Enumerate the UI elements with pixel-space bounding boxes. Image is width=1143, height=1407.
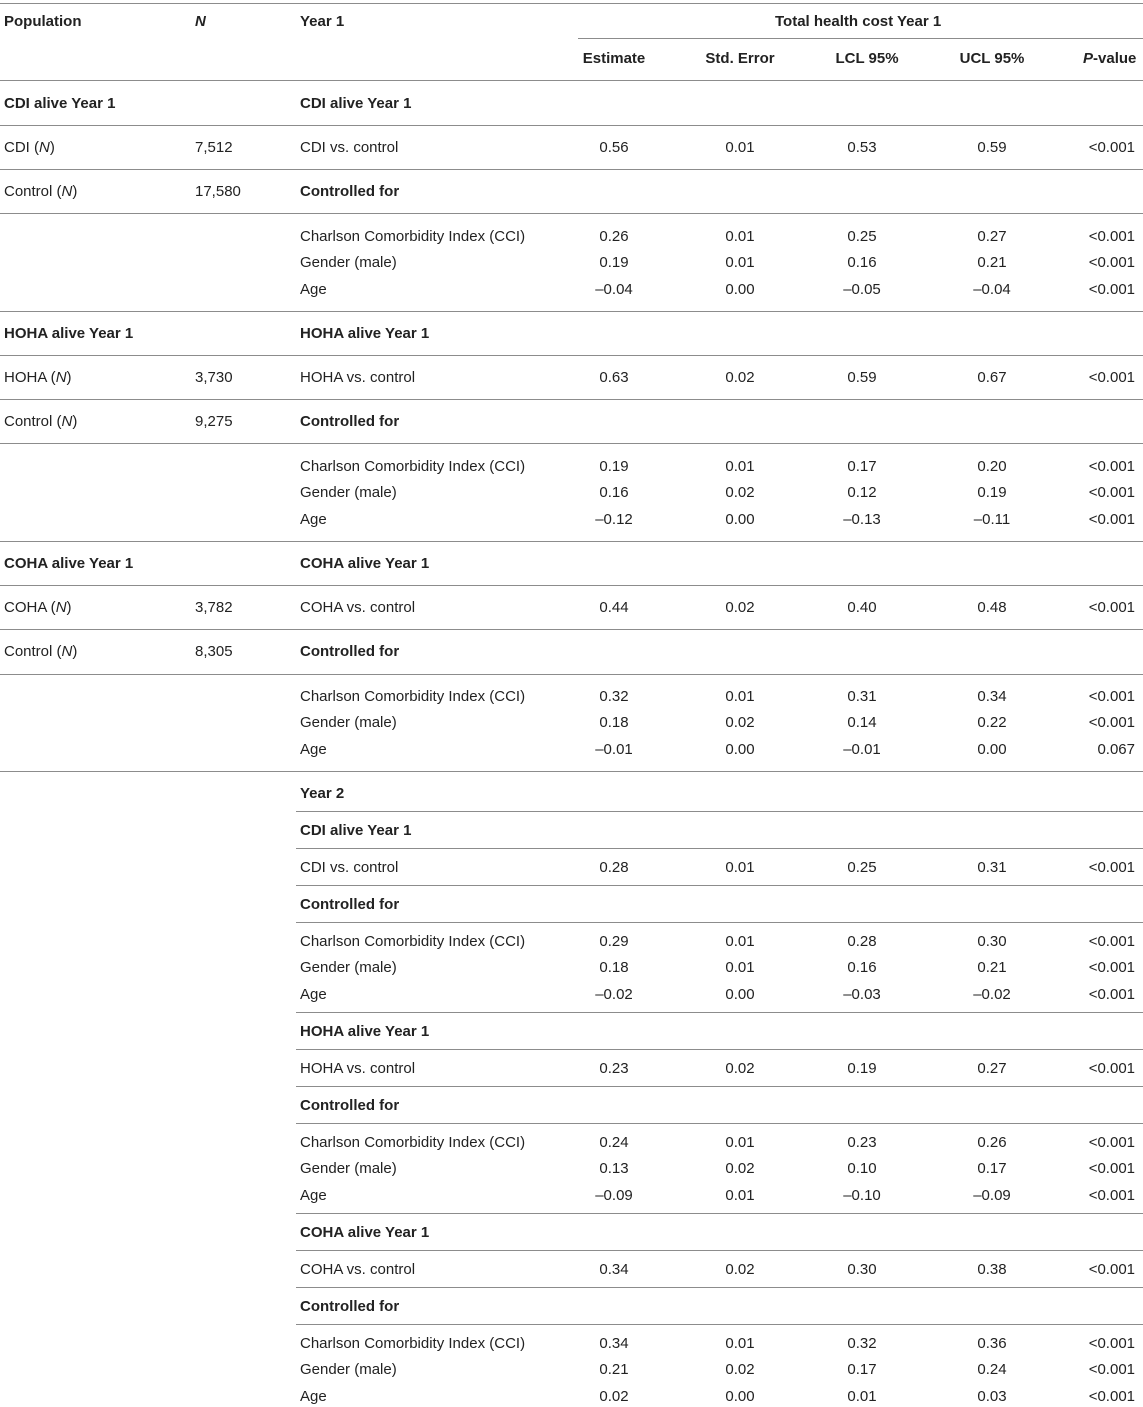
- population-close: ): [72, 183, 78, 200]
- lcl-cell: 0.25: [847, 859, 877, 876]
- model-term: Age: [300, 986, 327, 1003]
- ucl-cell: 0.34: [977, 688, 1007, 705]
- population-text: CDI (: [4, 139, 39, 156]
- ucl-cell: 0.30: [977, 933, 1007, 950]
- ucl-cell: 0.36: [977, 1335, 1007, 1352]
- lcl-cell: –0.10: [843, 1187, 881, 1204]
- header-ucl: UCL 95%: [959, 50, 1025, 67]
- p-value-cell: <0.001: [1088, 1187, 1135, 1204]
- model-term: CDI vs. control: [300, 139, 399, 156]
- row-separator: [296, 1086, 1143, 1087]
- model-term: Age: [300, 281, 327, 298]
- lcl-cell: –0.05: [843, 281, 881, 298]
- std-error-cell: 0.01: [725, 1134, 755, 1151]
- population-n-symbol: N: [61, 643, 73, 660]
- lcl-cell: 0.59: [847, 369, 877, 386]
- std-error-cell: 0.01: [725, 1335, 755, 1352]
- std-error-cell: 0.02: [725, 1160, 755, 1177]
- estimate-cell: –0.12: [595, 511, 633, 528]
- estimate-cell: 0.34: [599, 1335, 629, 1352]
- ucl-cell: 0.20: [977, 458, 1007, 475]
- population-label: [4, 95, 115, 113]
- model-term: HOHA alive Year 1: [300, 325, 430, 342]
- p-value-cell: <0.001: [1088, 228, 1135, 245]
- ucl-cell: 0.26: [977, 1134, 1007, 1151]
- estimate-cell: 0.29: [599, 933, 629, 950]
- std-error-cell: 0.01: [725, 933, 755, 950]
- lcl-cell: 0.40: [847, 599, 877, 616]
- row-separator: [296, 1049, 1143, 1050]
- model-term: Age: [300, 741, 327, 758]
- header-rule: [0, 80, 1143, 81]
- p-value-cell: <0.001: [1088, 139, 1135, 156]
- ucl-cell: 0.67: [977, 369, 1007, 386]
- population-text: Control (: [4, 183, 62, 200]
- p-value-cell: <0.001: [1088, 599, 1135, 616]
- row-separator: [296, 1287, 1143, 1288]
- group-rule: [578, 38, 1143, 39]
- population-n-symbol: N: [39, 139, 50, 156]
- row-separator: [0, 213, 1143, 214]
- model-term: Controlled for: [300, 643, 400, 660]
- population-label: [4, 599, 72, 617]
- population-close: ): [66, 599, 72, 616]
- lcl-cell: –0.13: [843, 511, 881, 528]
- std-error-cell: 0.02: [725, 369, 755, 386]
- lcl-cell: 0.10: [847, 1160, 877, 1177]
- model-term: HOHA vs. control: [300, 1060, 416, 1077]
- population-n-symbol: N: [55, 599, 67, 616]
- population-label: [4, 413, 77, 431]
- population-label: [4, 555, 133, 573]
- ucl-cell: 0.27: [977, 228, 1007, 245]
- p-value-cell: <0.001: [1088, 1388, 1135, 1405]
- p-value-cell: <0.001: [1088, 859, 1135, 876]
- model-term: Gender (male): [300, 959, 397, 976]
- row-separator: [0, 585, 1143, 586]
- population-count: 3,782: [195, 599, 233, 616]
- population-n-symbol: N: [61, 183, 73, 200]
- model-term: Controlled for: [300, 1298, 400, 1315]
- model-term: Charlson Comorbidity Index (CCI): [300, 688, 526, 705]
- std-error-cell: 0.01: [725, 688, 755, 705]
- model-term: Age: [300, 1388, 327, 1405]
- header-population: Population: [4, 13, 82, 30]
- model-term: COHA alive Year 1: [300, 555, 430, 572]
- estimate-cell: 0.63: [599, 369, 629, 386]
- std-error-cell: 0.02: [725, 1060, 755, 1077]
- row-separator: [0, 443, 1143, 444]
- estimate-cell: –0.04: [595, 281, 633, 298]
- population-n-symbol: N: [55, 369, 67, 386]
- population-label: [4, 643, 77, 661]
- population-count: 7,512: [195, 139, 233, 156]
- model-term: COHA vs. control: [300, 1261, 416, 1278]
- header-lcl: LCL 95%: [835, 50, 899, 67]
- population-text: COHA (: [4, 599, 56, 616]
- population-text: HOHA (: [4, 369, 56, 386]
- ucl-cell: 0.27: [977, 1060, 1007, 1077]
- population-close: ): [66, 369, 72, 386]
- p-value-cell: <0.001: [1088, 1134, 1135, 1151]
- std-error-cell: 0.00: [725, 281, 755, 298]
- lcl-cell: –0.03: [843, 986, 881, 1003]
- model-term: CDI alive Year 1: [300, 822, 412, 839]
- model-term: Controlled for: [300, 1097, 400, 1114]
- model-term: Charlson Comorbidity Index (CCI): [300, 1335, 526, 1352]
- std-error-cell: 0.02: [725, 599, 755, 616]
- model-term: Year 2: [300, 785, 345, 802]
- ucl-cell: –0.11: [973, 511, 1011, 528]
- lcl-cell: –0.01: [843, 741, 881, 758]
- lcl-cell: 0.28: [847, 933, 877, 950]
- top-rule: [0, 3, 1143, 4]
- p-value-cell: 0.067: [1097, 741, 1135, 758]
- estimate-cell: 0.28: [599, 859, 629, 876]
- row-separator: [296, 1123, 1143, 1124]
- header-year: Year 1: [300, 13, 345, 30]
- ucl-cell: 0.59: [977, 139, 1007, 156]
- ucl-cell: –0.02: [973, 986, 1011, 1003]
- lcl-cell: 0.16: [847, 254, 877, 271]
- std-error-cell: 0.00: [725, 1388, 755, 1405]
- header-p-value: [1083, 50, 1136, 68]
- p-value-cell: <0.001: [1088, 458, 1135, 475]
- std-error-cell: 0.01: [725, 228, 755, 245]
- row-separator: [0, 771, 1143, 772]
- row-separator: [296, 1012, 1143, 1013]
- population-count: 9,275: [195, 413, 233, 430]
- std-error-cell: 0.01: [725, 254, 755, 271]
- std-error-cell: 0.01: [725, 959, 755, 976]
- p-value-cell: <0.001: [1088, 933, 1135, 950]
- estimate-cell: 0.18: [599, 714, 629, 731]
- p-value-cell: <0.001: [1088, 484, 1135, 501]
- ucl-cell: –0.04: [973, 281, 1011, 298]
- ucl-cell: 0.24: [977, 1361, 1007, 1378]
- row-separator: [0, 541, 1143, 542]
- lcl-cell: 0.19: [847, 1060, 877, 1077]
- ucl-cell: 0.31: [977, 859, 1007, 876]
- model-term: Gender (male): [300, 714, 397, 731]
- lcl-cell: 0.12: [847, 484, 877, 501]
- std-error-cell: 0.01: [725, 139, 755, 156]
- header-estimate: Estimate: [582, 50, 646, 67]
- header-group-title: Total health cost Year 1: [775, 13, 942, 30]
- row-separator: [0, 311, 1143, 312]
- row-separator: [296, 1250, 1143, 1251]
- model-term: Controlled for: [300, 413, 400, 430]
- lcl-cell: 0.53: [847, 139, 877, 156]
- ucl-cell: 0.38: [977, 1261, 1007, 1278]
- ucl-cell: 0.21: [977, 959, 1007, 976]
- model-term: CDI alive Year 1: [300, 95, 412, 112]
- p-value-cell: <0.001: [1088, 1261, 1135, 1278]
- row-separator: [296, 811, 1143, 812]
- std-error-cell: 0.00: [725, 741, 755, 758]
- p-value-cell: <0.001: [1088, 254, 1135, 271]
- population-label: [4, 325, 133, 343]
- population-label: [4, 183, 77, 201]
- model-term: Age: [300, 1187, 327, 1204]
- estimate-cell: 0.02: [599, 1388, 629, 1405]
- population-text: Control (: [4, 643, 62, 660]
- population-text: Control (: [4, 413, 62, 430]
- p-value-cell: <0.001: [1088, 986, 1135, 1003]
- row-separator: [0, 629, 1143, 630]
- population-count: 3,730: [195, 369, 233, 386]
- model-term: Controlled for: [300, 896, 400, 913]
- estimate-cell: 0.21: [599, 1361, 629, 1378]
- p-value-cell: <0.001: [1088, 714, 1135, 731]
- row-separator: [296, 1324, 1143, 1325]
- row-separator: [296, 848, 1143, 849]
- header-p-letter: P: [1083, 50, 1094, 67]
- lcl-cell: 0.23: [847, 1134, 877, 1151]
- population-label: [4, 139, 55, 157]
- model-term: Charlson Comorbidity Index (CCI): [300, 933, 526, 950]
- estimate-cell: 0.26: [599, 228, 629, 245]
- population-text: HOHA alive Year 1: [4, 325, 134, 342]
- model-term: COHA alive Year 1: [300, 1224, 430, 1241]
- lcl-cell: 0.17: [847, 1361, 877, 1378]
- estimate-cell: 0.16: [599, 484, 629, 501]
- std-error-cell: 0.02: [725, 1261, 755, 1278]
- std-error-cell: 0.00: [725, 511, 755, 528]
- population-text: CDI alive Year 1: [4, 95, 116, 112]
- p-value-cell: <0.001: [1088, 1160, 1135, 1177]
- header-p-suffix: -value: [1093, 50, 1137, 67]
- row-separator: [0, 355, 1143, 356]
- model-term: Gender (male): [300, 254, 397, 271]
- model-term: Charlson Comorbidity Index (CCI): [300, 228, 526, 245]
- lcl-cell: 0.25: [847, 228, 877, 245]
- p-value-cell: <0.001: [1088, 688, 1135, 705]
- std-error-cell: 0.01: [725, 1187, 755, 1204]
- p-value-cell: <0.001: [1088, 959, 1135, 976]
- ucl-cell: –0.09: [973, 1187, 1011, 1204]
- std-error-cell: 0.01: [725, 458, 755, 475]
- population-count: 8,305: [195, 643, 233, 660]
- std-error-cell: 0.02: [725, 714, 755, 731]
- population-close: ): [72, 643, 78, 660]
- estimate-cell: 0.32: [599, 688, 629, 705]
- estimate-cell: 0.19: [599, 254, 629, 271]
- estimate-cell: 0.18: [599, 959, 629, 976]
- estimate-cell: –0.02: [595, 986, 633, 1003]
- ucl-cell: 0.19: [977, 484, 1007, 501]
- lcl-cell: 0.14: [847, 714, 877, 731]
- p-value-cell: <0.001: [1088, 369, 1135, 386]
- row-separator: [0, 399, 1143, 400]
- estimate-cell: –0.01: [595, 741, 633, 758]
- population-text: COHA alive Year 1: [4, 555, 134, 572]
- model-term: Charlson Comorbidity Index (CCI): [300, 458, 526, 475]
- model-term: HOHA alive Year 1: [300, 1023, 430, 1040]
- std-error-cell: 0.00: [725, 986, 755, 1003]
- model-term: Gender (male): [300, 1361, 397, 1378]
- lcl-cell: 0.17: [847, 458, 877, 475]
- model-term: Charlson Comorbidity Index (CCI): [300, 1134, 526, 1151]
- ucl-cell: 0.21: [977, 254, 1007, 271]
- model-term: HOHA vs. control: [300, 369, 416, 386]
- ucl-cell: 0.00: [977, 741, 1007, 758]
- ucl-cell: 0.17: [977, 1160, 1007, 1177]
- row-separator: [0, 169, 1143, 170]
- model-term: Gender (male): [300, 484, 397, 501]
- row-separator: [0, 125, 1143, 126]
- p-value-cell: <0.001: [1088, 511, 1135, 528]
- estimate-cell: 0.56: [599, 139, 629, 156]
- header-n: N: [195, 13, 206, 30]
- p-value-cell: <0.001: [1088, 1335, 1135, 1352]
- std-error-cell: 0.02: [725, 484, 755, 501]
- header-std-error: Std. Error: [705, 50, 775, 67]
- model-term: Age: [300, 511, 327, 528]
- row-separator: [296, 1213, 1143, 1214]
- model-term: CDI vs. control: [300, 859, 399, 876]
- lcl-cell: 0.01: [847, 1388, 877, 1405]
- estimate-cell: 0.44: [599, 599, 629, 616]
- population-close: ): [49, 139, 55, 156]
- lcl-cell: 0.30: [847, 1261, 877, 1278]
- lcl-cell: 0.32: [847, 1335, 877, 1352]
- model-term: Gender (male): [300, 1160, 397, 1177]
- population-count: 17,580: [195, 183, 241, 200]
- population-n-symbol: N: [61, 413, 73, 430]
- model-term: Controlled for: [300, 183, 400, 200]
- population-label: [4, 369, 72, 387]
- ucl-cell: 0.22: [977, 714, 1007, 731]
- ucl-cell: 0.03: [977, 1388, 1007, 1405]
- row-separator: [0, 674, 1143, 675]
- model-term: COHA vs. control: [300, 599, 416, 616]
- row-separator: [296, 885, 1143, 886]
- std-error-cell: 0.02: [725, 1361, 755, 1378]
- ucl-cell: 0.48: [977, 599, 1007, 616]
- row-separator: [296, 922, 1143, 923]
- lcl-cell: 0.31: [847, 688, 877, 705]
- p-value-cell: <0.001: [1088, 1361, 1135, 1378]
- lcl-cell: 0.16: [847, 959, 877, 976]
- estimate-cell: 0.13: [599, 1160, 629, 1177]
- p-value-cell: <0.001: [1088, 1060, 1135, 1077]
- std-error-cell: 0.01: [725, 859, 755, 876]
- estimate-cell: 0.34: [599, 1261, 629, 1278]
- p-value-cell: <0.001: [1088, 281, 1135, 298]
- estimate-cell: –0.09: [595, 1187, 633, 1204]
- estimate-cell: 0.19: [599, 458, 629, 475]
- estimate-cell: 0.24: [599, 1134, 629, 1151]
- estimate-cell: 0.23: [599, 1060, 629, 1077]
- population-close: ): [72, 413, 78, 430]
